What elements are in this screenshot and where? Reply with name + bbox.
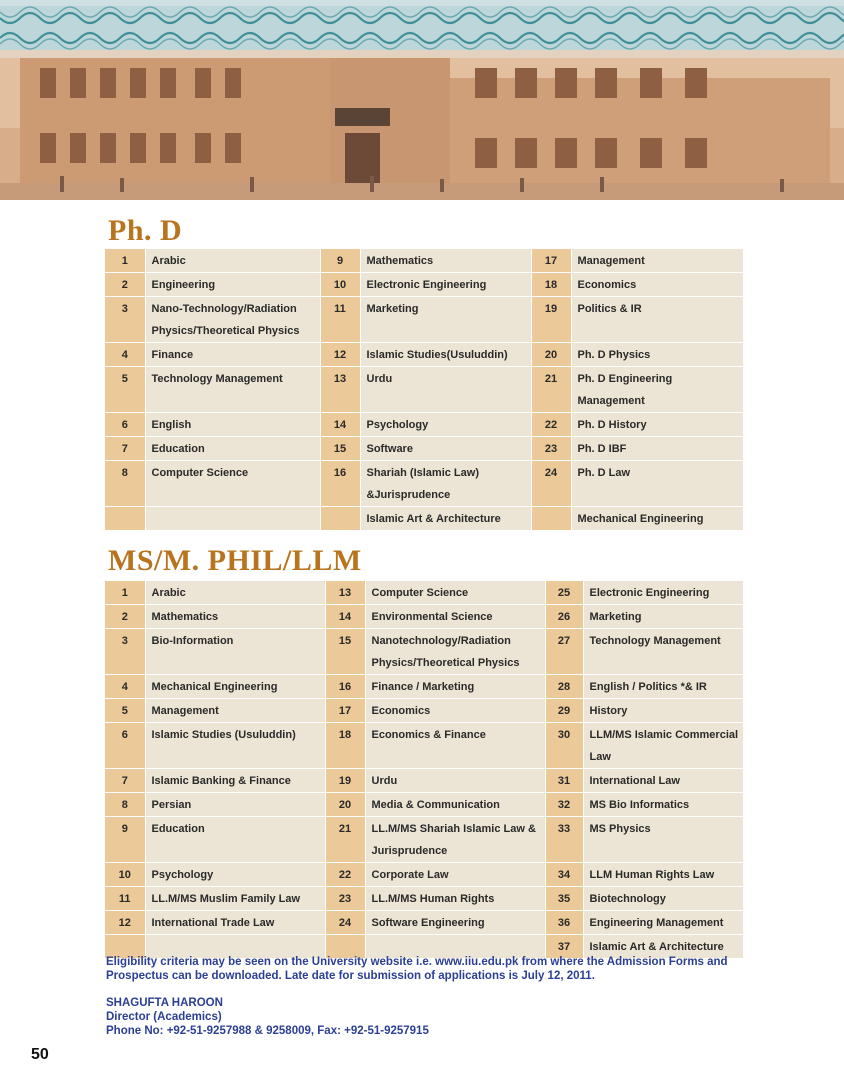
table-row [105,887,743,911]
table-row [105,793,743,817]
table-row [105,863,743,887]
program-name: Mechanical Engineering [571,507,743,531]
program-number: 22 [325,863,365,887]
program-name: LLM Human Rights Law [583,863,743,887]
table-row [105,343,743,367]
program-number: 19 [531,297,571,343]
program-name: Management [145,699,325,723]
contact-block [106,996,429,1038]
program-number: 2 [105,273,145,297]
program-name: Islamic Banking & Finance [145,769,325,793]
program-number: 15 [320,437,360,461]
program-name: Persian [145,793,325,817]
program-name: International Law [583,769,743,793]
program-number: 16 [320,461,360,507]
program-name: Ph. D Law [571,461,743,507]
program-name: English [145,413,320,437]
program-number: 4 [105,675,145,699]
program-name: Economics & Finance [365,723,545,769]
table-row [105,367,743,413]
program-number: 14 [325,605,365,629]
program-name: MS Physics [583,817,743,863]
program-number: 26 [545,605,583,629]
table-row [105,723,743,769]
program-name: LL.M/MS Shariah Islamic Law & Jurisprudence [365,817,545,863]
program-number: 21 [325,817,365,863]
program-number: 9 [105,817,145,863]
program-name: Psychology [145,863,325,887]
table-row [105,605,743,629]
program-number: 20 [531,343,571,367]
program-number: 8 [105,461,145,507]
program-name: Environmental Science [365,605,545,629]
program-number: 12 [105,911,145,935]
program-name: Ph. D Physics [571,343,743,367]
program-number: 13 [325,581,365,605]
program-name: Politics & IR [571,297,743,343]
campus-building-photo [0,58,844,200]
program-name: MS Bio Informatics [583,793,743,817]
program-name: Ph. D IBF [571,437,743,461]
program-name: Ph. D Engineering Management [571,367,743,413]
phd-programs-table [105,249,744,531]
program-name: Islamic Studies(Usuluddin) [360,343,531,367]
program-number: 7 [105,769,145,793]
program-name: International Trade Law [145,911,325,935]
program-number: 24 [325,911,365,935]
program-number: 8 [105,793,145,817]
table-row [105,769,743,793]
table-row [105,629,743,675]
ms-mphil-llm-programs-table [105,581,744,959]
header-banner [0,0,844,200]
program-name: Biotechnology [583,887,743,911]
program-number: 17 [531,249,571,273]
program-name: Marketing [360,297,531,343]
program-number: 1 [105,249,145,273]
program-number: 3 [105,629,145,675]
table-row [105,699,743,723]
program-number: 25 [545,581,583,605]
table-row [105,297,743,343]
program-number: 12 [320,343,360,367]
program-name: Electronic Engineering [583,581,743,605]
program-name [145,507,320,531]
program-number: 24 [531,461,571,507]
program-number [320,507,360,531]
program-name: Islamic Art & Architecture [360,507,531,531]
program-name: Economics [365,699,545,723]
program-number: 31 [545,769,583,793]
eligibility-note: Eligibility criteria may be seen on the University website i.e. www.iiu.edu.pk from where the Admission Forms and Prospectus can be downloaded. Late date for submission of applications is July 12, 2011. [106,956,728,982]
program-name: Islamic Art & Architecture [583,935,743,959]
program-name: Economics [571,273,743,297]
program-name: Nano-Technology/Radiation Physics/Theoretical Physics [145,297,320,343]
program-name: Electronic Engineering [360,273,531,297]
program-name: Software Engineering [365,911,545,935]
program-number [105,507,145,531]
program-name: Computer Science [365,581,545,605]
program-name: LLM/MS Islamic Commercial Law [583,723,743,769]
program-name: Media & Communication [365,793,545,817]
program-name: Marketing [583,605,743,629]
program-name: Software [360,437,531,461]
program-number: 21 [531,367,571,413]
program-number: 9 [320,249,360,273]
table-row [105,507,743,531]
decorative-lattice-border [0,0,844,60]
program-name: Nanotechnology/Radiation Physics/Theoretical Physics [365,629,545,675]
program-number: 27 [545,629,583,675]
program-number: 23 [531,437,571,461]
program-name: Ph. D History [571,413,743,437]
table-row [105,437,743,461]
program-number: 3 [105,297,145,343]
program-name: Mathematics [145,605,325,629]
program-number: 14 [320,413,360,437]
program-name: LL.M/MS Human Rights [365,887,545,911]
program-number [531,507,571,531]
table-row [105,581,743,605]
program-name: Education [145,817,325,863]
program-number: 10 [320,273,360,297]
program-number: 10 [105,863,145,887]
program-name: Computer Science [145,461,320,507]
table-row [105,675,743,699]
program-name: LL.M/MS Muslim Family Law [145,887,325,911]
program-name: Mathematics [360,249,531,273]
program-name: Finance [145,343,320,367]
program-name: Education [145,437,320,461]
program-name: Urdu [360,367,531,413]
program-number: 20 [325,793,365,817]
program-number: 5 [105,367,145,413]
program-name: Technology Management [145,367,320,413]
program-name: Corporate Law [365,863,545,887]
contact-phone: Phone No: +92-51-9257988 & 9258009, Fax: +92-51-9257915 [106,1025,429,1037]
program-name: Mechanical Engineering [145,675,325,699]
program-name: Arabic [145,249,320,273]
program-number: 6 [105,413,145,437]
table-row [105,817,743,863]
program-name: English / Politics *& IR [583,675,743,699]
program-number: 4 [105,343,145,367]
program-number: 5 [105,699,145,723]
contact-name: SHAGUFTA HAROON [106,997,223,1009]
program-name: Management [571,249,743,273]
contact-designation: Director (Academics) [106,1011,222,1023]
program-number: 37 [545,935,583,959]
program-number: 18 [531,273,571,297]
program-number: 17 [325,699,365,723]
program-name: History [583,699,743,723]
program-name: Technology Management [583,629,743,675]
program-number: 11 [320,297,360,343]
program-number: 7 [105,437,145,461]
program-number: 11 [105,887,145,911]
program-number: 32 [545,793,583,817]
program-number: 22 [531,413,571,437]
program-name: Bio-Information [145,629,325,675]
program-name: Urdu [365,769,545,793]
program-number: 18 [325,723,365,769]
program-number: 19 [325,769,365,793]
program-name: Engineering [145,273,320,297]
ms-mphil-llm-section-title: MS/M. PHIL/LLM [108,544,362,577]
program-name: Engineering Management [583,911,743,935]
program-number: 13 [320,367,360,413]
table-row [105,911,743,935]
page-number: 50 [31,1046,49,1063]
phd-section-title: Ph. D [108,214,183,247]
program-name: Shariah (Islamic Law) &Jurisprudence [360,461,531,507]
table-row [105,461,743,507]
program-number: 16 [325,675,365,699]
table-row [105,413,743,437]
program-number: 35 [545,887,583,911]
table-row [105,249,743,273]
program-number: 36 [545,911,583,935]
program-name: Psychology [360,413,531,437]
program-number: 1 [105,581,145,605]
program-number: 6 [105,723,145,769]
program-name: Finance / Marketing [365,675,545,699]
program-number: 33 [545,817,583,863]
program-number: 15 [325,629,365,675]
program-number: 2 [105,605,145,629]
program-number: 29 [545,699,583,723]
program-number: 30 [545,723,583,769]
program-number: 28 [545,675,583,699]
program-name: Arabic [145,581,325,605]
program-number: 34 [545,863,583,887]
table-row [105,273,743,297]
program-name: Islamic Studies (Usuluddin) [145,723,325,769]
program-number: 23 [325,887,365,911]
